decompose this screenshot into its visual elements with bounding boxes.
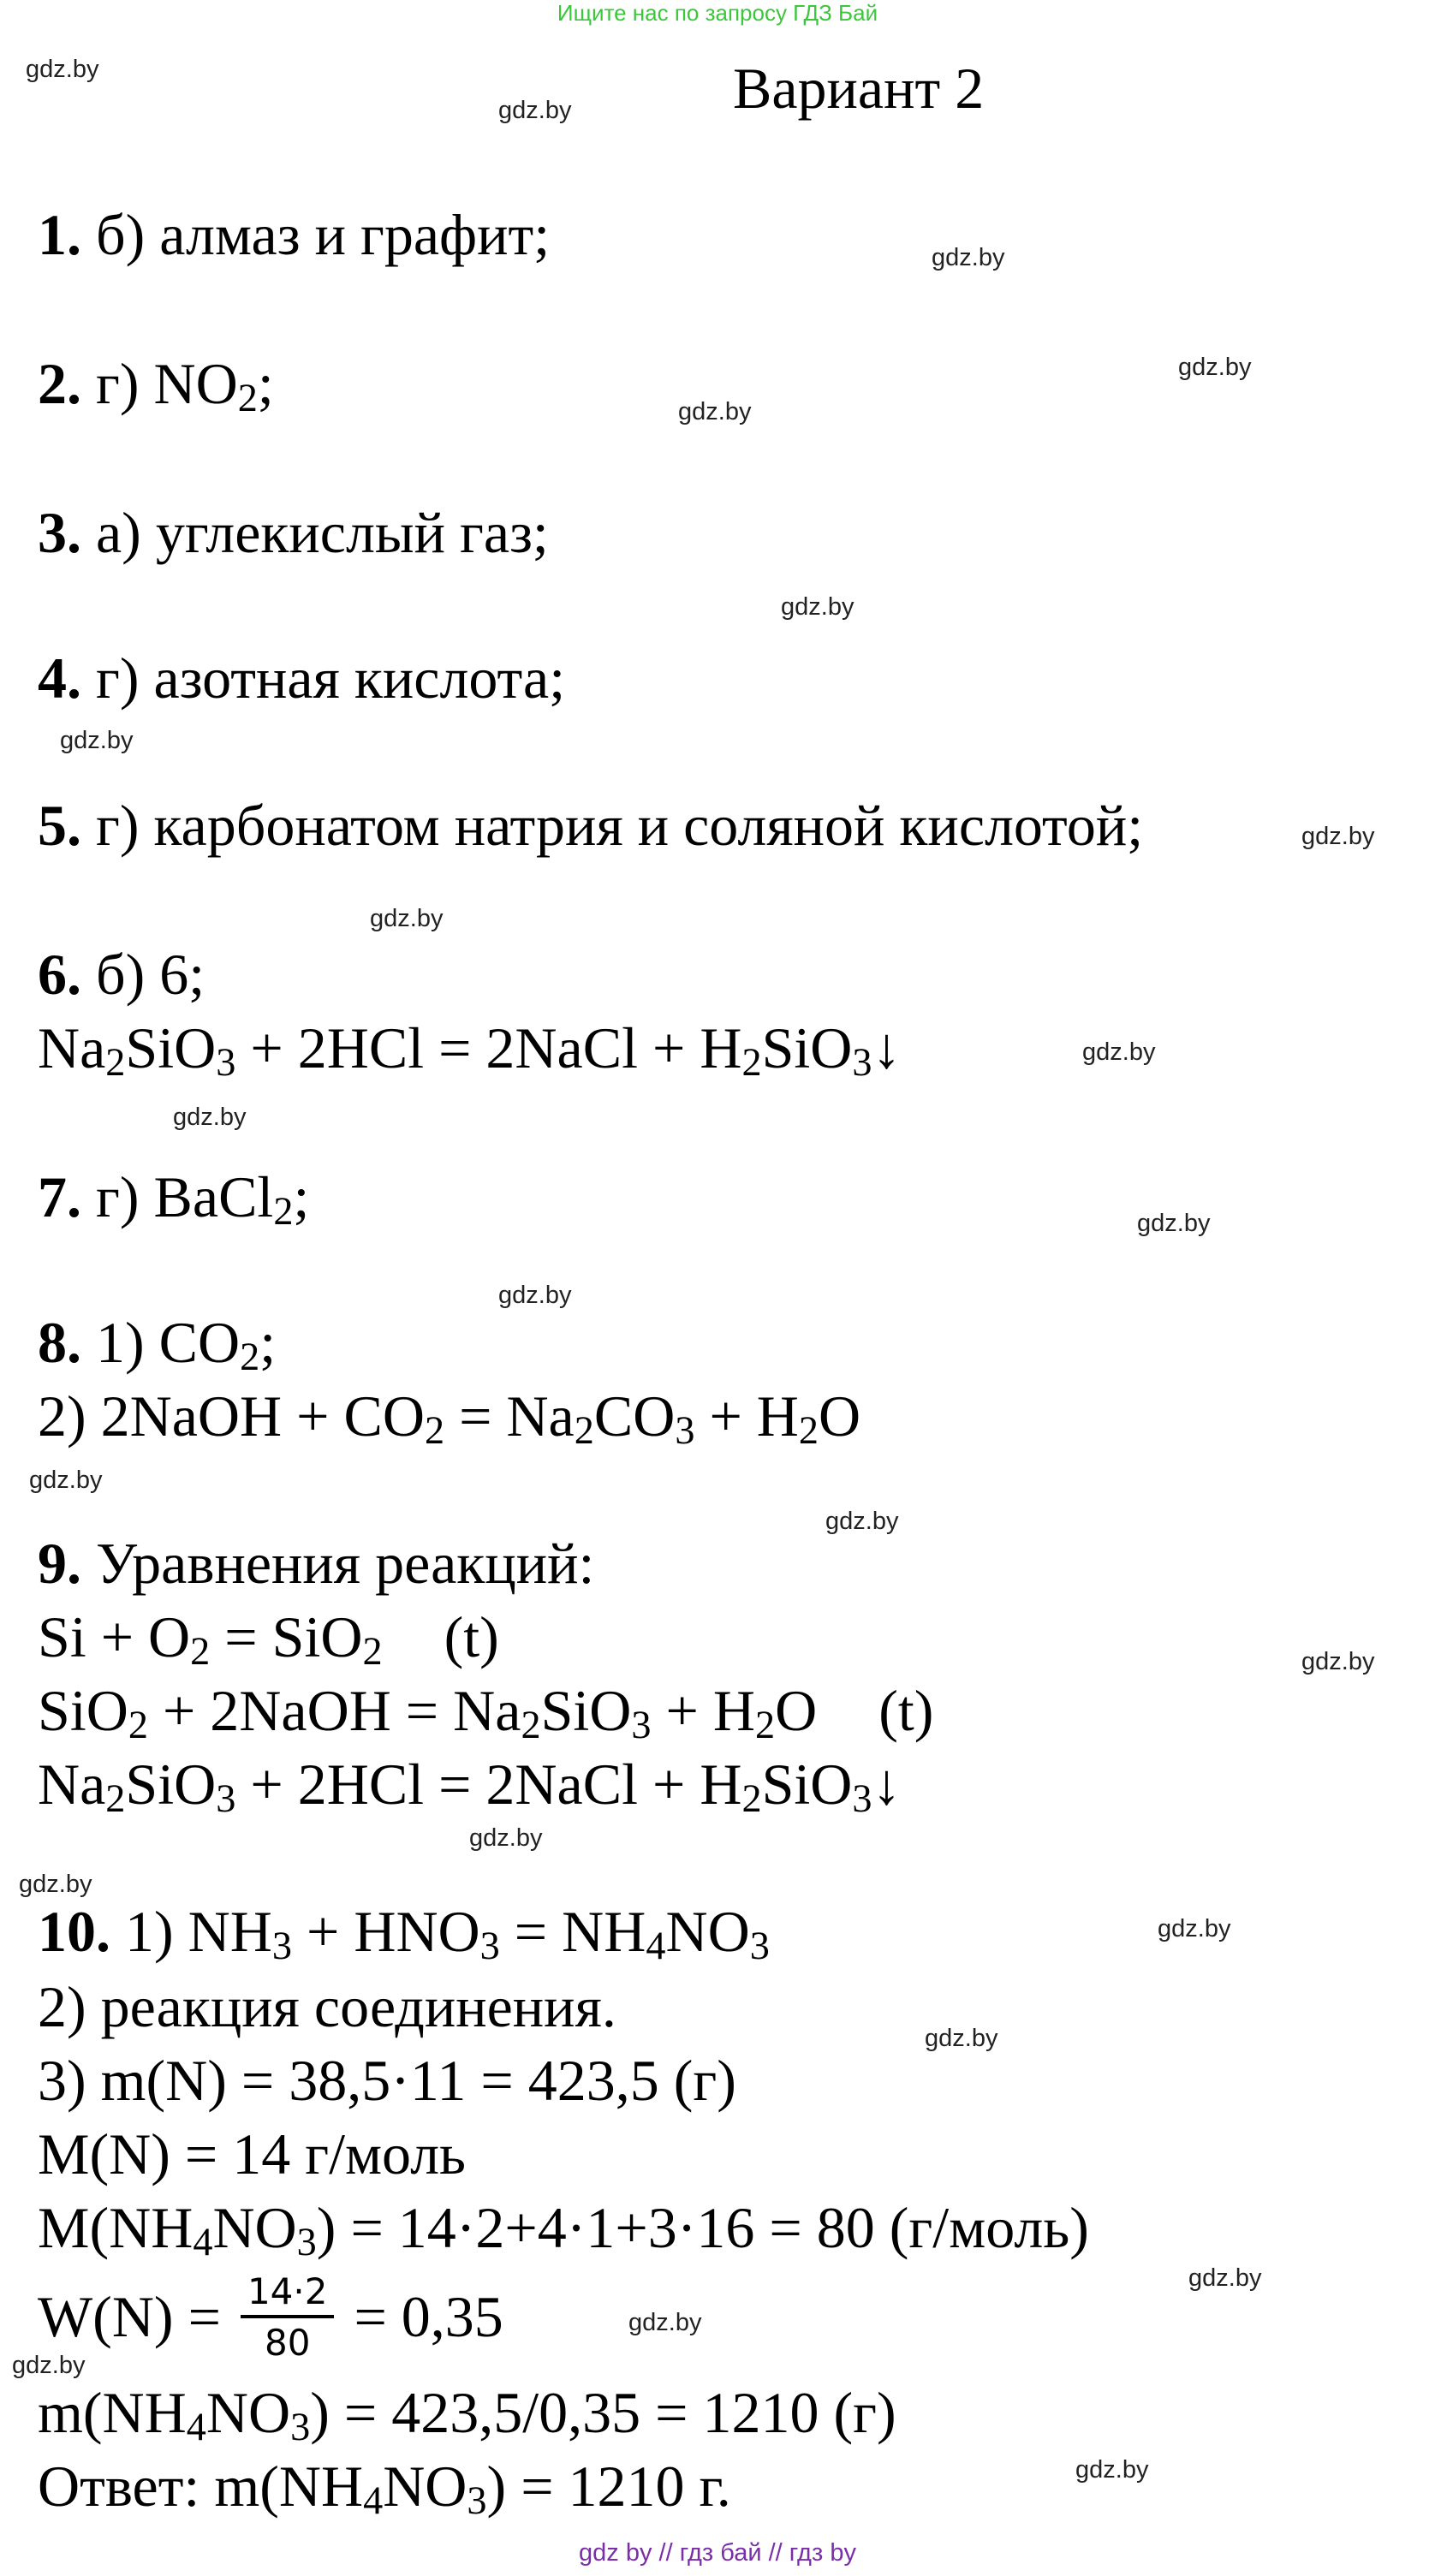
answer-number: 5. <box>38 793 81 858</box>
mass-fraction: W(N) = $\frac{14\cdot 2}{80}$ = 0,35 <box>38 2270 503 2365</box>
answer-5: 5. г) карбонатом натрия и соляной кислотой; <box>38 793 1144 858</box>
mass-nitrogen: 3) m(N) = 38,5·11 = 423,5 (г) <box>38 2048 736 2113</box>
answer-number: 6. <box>38 942 81 1007</box>
equation-9-2: SiO$_2$ + 2NaOH = $Na_2SiO_3 + H_2O$ (t) <box>38 1678 934 1748</box>
watermark: gdz.by <box>1082 1038 1156 1066</box>
fraction: $\frac{14\cdot 2}{80}$ <box>241 2272 335 2363</box>
watermark: gdz.by <box>173 1104 247 1131</box>
watermark: gdz.by <box>1301 823 1375 850</box>
answer-number: 3. <box>38 500 81 565</box>
answer-7: 7. г) BaCl$_2$; <box>38 1164 310 1234</box>
answer-number: 1. <box>38 202 81 267</box>
watermark: gdz.by <box>1158 1915 1231 1942</box>
answer-number: 9. <box>38 1531 81 1596</box>
watermark: gdz.by <box>781 593 854 621</box>
watermark: gdz.by <box>370 905 444 932</box>
answer-3: 3. а) углекислый газ; <box>38 500 549 565</box>
mass-nh4no3: $m(NH_4NO_3) = 423,5/0,35 = 1210$ (г) <box>38 2380 896 2450</box>
watermark: gdz.by <box>1178 354 1252 381</box>
watermark: gdz.by <box>825 1508 899 1535</box>
final-answer: Ответ: $m(NH_4NO_3) = 1210$ г. <box>38 2454 731 2524</box>
equation-6: $Na_2SiO_3 + 2HCl$ = 2NaCl + $H_2SiO_3↓$ <box>38 1015 902 1086</box>
molar-mass-n: M(N) = 14 г/моль <box>38 2121 467 2186</box>
answer-number: 8. <box>38 1310 81 1375</box>
answer-number: 2. <box>38 351 81 416</box>
watermark: gdz.by <box>1301 1648 1375 1675</box>
watermark: gdz.by <box>29 1466 103 1494</box>
answer-8: 8. 1) $CO_2$; <box>38 1310 277 1380</box>
watermark: gdz.by <box>678 398 752 425</box>
answer-9: 9. Уравнения реакций: <box>38 1531 595 1596</box>
watermark: gdz.by <box>925 2025 998 2052</box>
equation-8: 2) 2NaOH + $CO_2 = Na_2CO_3 + H_2O$ <box>38 1383 861 1454</box>
watermark: gdz.by <box>19 1871 92 1898</box>
top-banner-link[interactable]: Ищите нас по запросу ГДЗ Бай <box>557 0 878 26</box>
watermark: gdz.by <box>1188 2264 1262 2292</box>
reaction-type: 2) реакция соединения. <box>38 1974 616 2039</box>
answer-6: 6. б) 6; <box>38 942 205 1007</box>
equation-9-1: $Si + O_2 = SiO_2$ (t) <box>38 1604 499 1675</box>
answer-number: 7. <box>38 1164 81 1229</box>
watermark: gdz.by <box>498 97 572 124</box>
watermark: gdz.by <box>1137 1210 1211 1237</box>
watermark: gdz.by <box>26 56 99 83</box>
watermark: gdz.by <box>628 2309 702 2336</box>
watermark: gdz.by <box>932 244 1005 271</box>
answer-number: 4. <box>38 645 81 711</box>
footer-links[interactable]: gdz by // гдз бай // гдз by <box>579 2539 856 2567</box>
watermark: gdz.by <box>60 727 134 754</box>
watermark: gdz.by <box>1075 2456 1149 2484</box>
answer-number: 10. <box>38 1899 110 1964</box>
page-title: Вариант 2 <box>733 56 985 121</box>
equation-9-3: $Na_2SiO_3 + 2HCl$ = 2NaCl + $H_2SiO_3↓$ <box>38 1752 902 1822</box>
answer-4: 4. г) азотная кислота; <box>38 645 566 711</box>
answer-2: 2. г) $NO_2$; <box>38 351 274 421</box>
molar-mass-nh4no3: $M(NH_4NO_3) = 14\cdot 2+4\cdot 1+3\cdot 16 = 80$ (г/моль) <box>38 2195 1089 2265</box>
answer-1: 1. б) алмаз и графит; <box>38 202 551 267</box>
watermark: gdz.by <box>498 1282 572 1309</box>
answer-10: 10. 1) $NH_3 + HNO_3 = NH_4NO_3$ <box>38 1899 770 1969</box>
watermark: gdz.by <box>469 1824 543 1852</box>
watermark: gdz.by <box>12 2352 86 2379</box>
